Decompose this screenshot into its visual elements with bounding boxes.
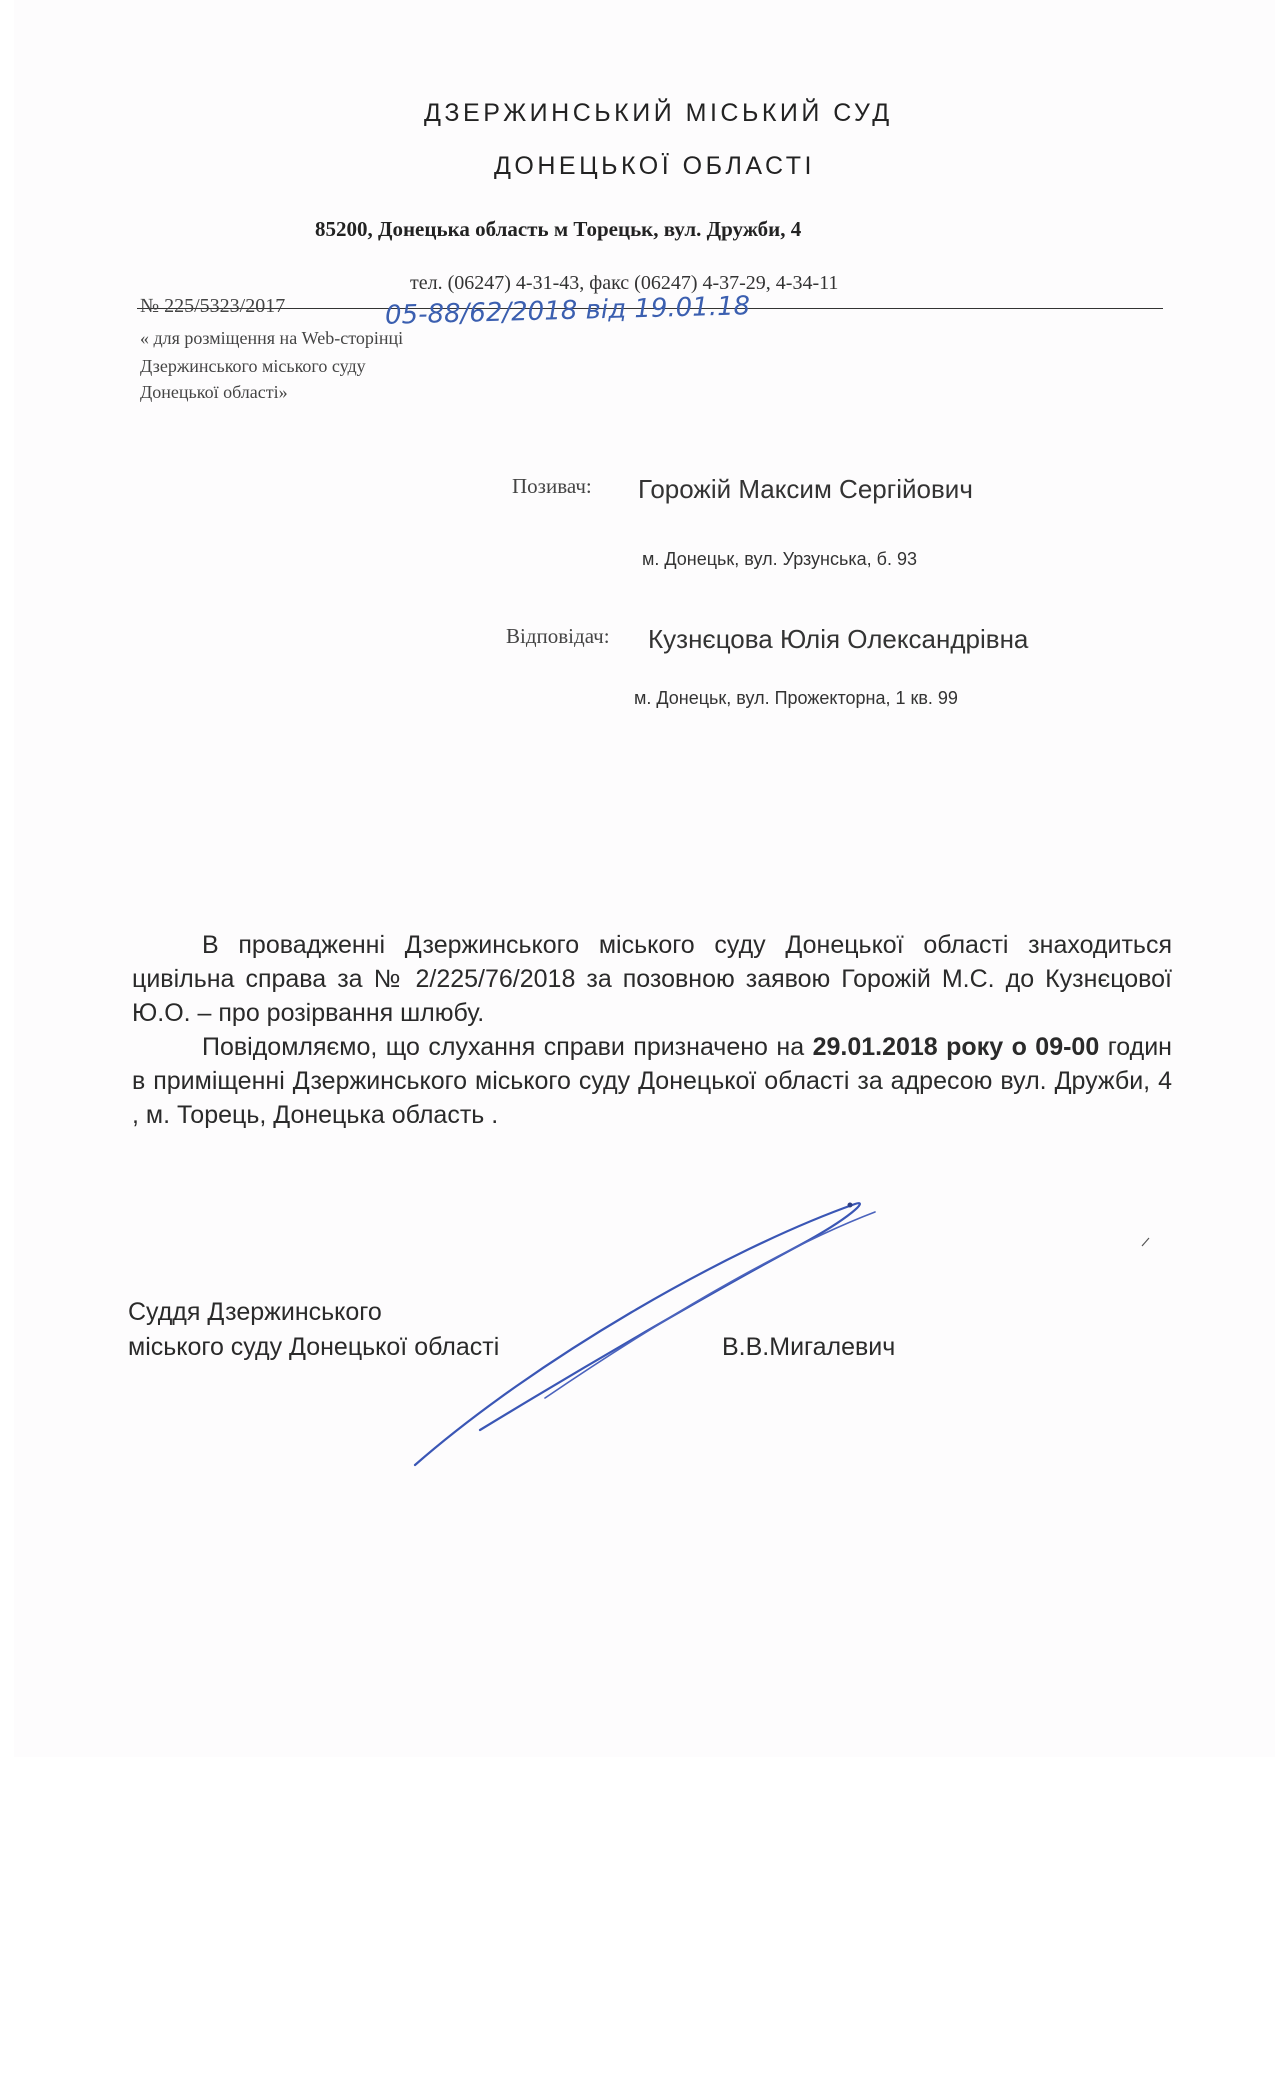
web-note-line1: « для розміщення на Web-сторінці [140,328,404,348]
court-address: 85200, Донецька область м Торецьк, вул. Дружби, 4 [315,217,802,241]
notice-paragraph-1: В провадженні Дзержинського міського суду Донецької області знаходиться цивільна справа за № 2/225/76/2018 за позовною заявою Горожій М.С. до Кузнєцової Ю.О. – про розірвання шлюбу. [132,931,1172,1027]
hearing-text-after: годин в приміщенні Дзержинського міського суду Донецької області за адресою вул. Дружби, 4 , м. Торець, Донецька область . [132,1033,1172,1129]
hearing-text-before: Повідомляємо, що слухання справи призначено на [202,1033,813,1061]
judge-title-line2: міського суду Донецької області [128,1333,500,1361]
hearing-date: 29.01.2018 року о 09-00 [812,1033,1100,1061]
notice-paragraph-2 [132,1030,1172,1132]
court-region: ДОНЕЦЬКОЇ ОБЛАСТІ [494,152,815,180]
judge-name: В.В.Мигалевич [722,1333,896,1361]
judge-title-line1: Суддя Дзержинського [128,1298,382,1326]
handwritten-signature-icon [395,1190,905,1490]
web-note-line3: Донецької області» [140,382,288,402]
plaintiff-address: м. Донецьк, вул. Урзунська, б. 93 [642,549,917,569]
plaintiff-name: Горожій Максим Сергійович [638,474,973,504]
court-name: ДЗЕРЖИНСЬКИЙ МІСЬКИЙ СУД [424,99,893,127]
pen-mark-icon [1140,1236,1152,1248]
defendant-name: Кузнєцова Юлія Олександрівна [648,624,1029,654]
court-phones: тел. (06247) 4-31-43, факс (06247) 4-37-29, 4-34-11 [410,272,839,294]
registration-number: № 225/5323/2017 [140,295,286,317]
notice-body [132,928,1172,1132]
document-page [14,0,1275,1757]
web-note-line2: Дзержинського міського суду [140,356,366,376]
defendant-label: Відповідач: [506,624,610,648]
defendant-address: м. Донецьк, вул. Прожекторна, 1 кв. 99 [634,688,958,708]
handwritten-reference: 05-88/62/2018 від 19.01.18 [384,291,751,331]
plaintiff-label: Позивач: [512,474,592,498]
